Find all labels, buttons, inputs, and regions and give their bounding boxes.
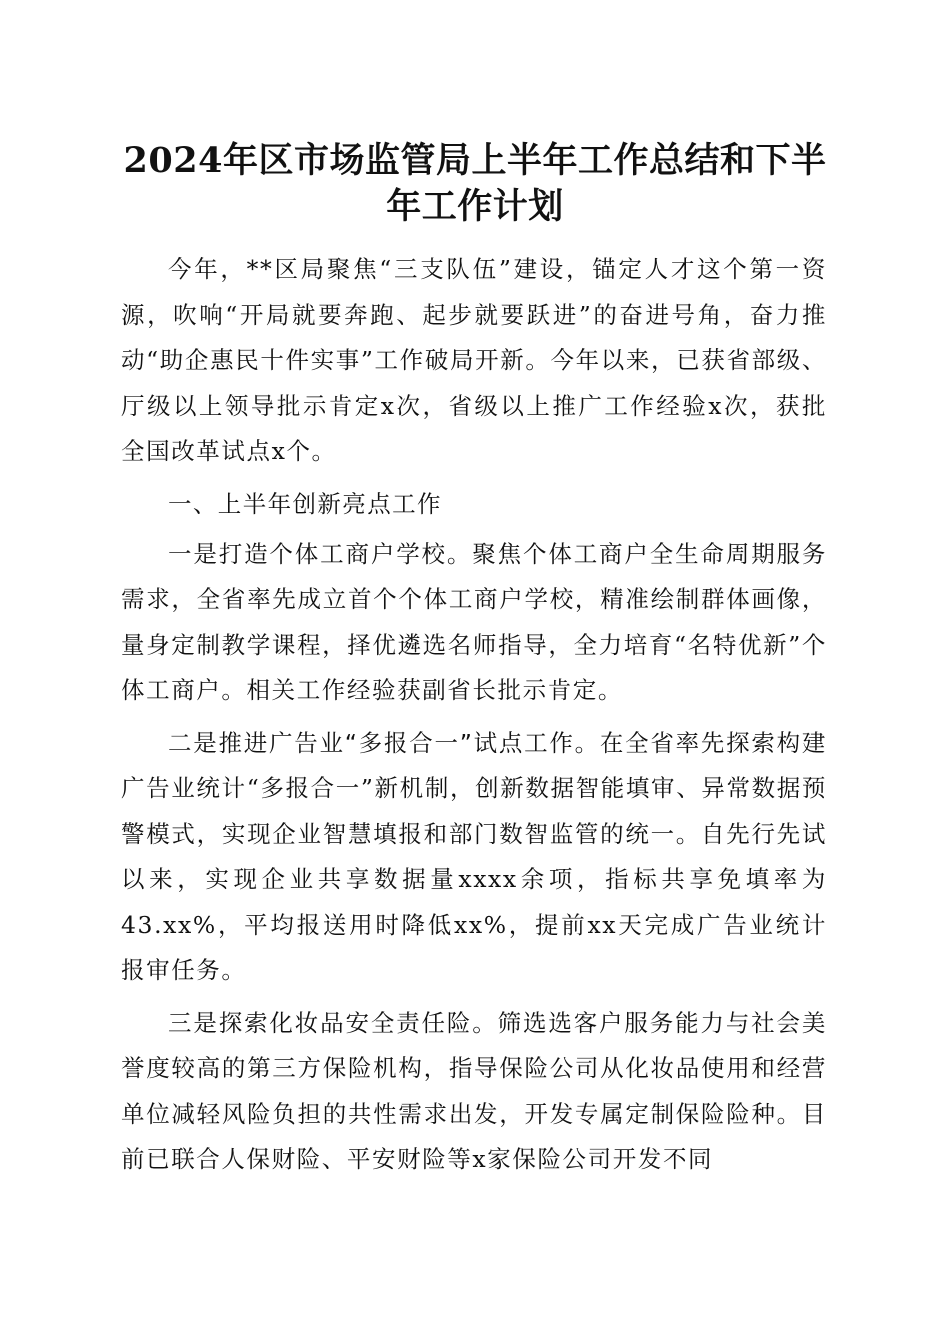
item-paragraph-2: [121, 721, 827, 994]
item-text: 筛选选客户服务能力与社会美誉度较高的第三方保险机构，指导保险公司从化妆品使用和经营单位减轻风险负担的共性需求出发，开发专属定制保险险种。目前已联合人保财险、平安财险等x家保险公司开发不同: [121, 1008, 827, 1173]
item-lead: 三是探索化妆品安全责任险。: [168, 1008, 498, 1037]
item-text: 聚焦个体工商户全生命周期服务需求，全省率先成立首个个体工商户学校，精准绘制群体画像，量身定制教学课程，择优遴选名师指导，全力培育“名特优新”个体工商户。相关工作经验获副省长批示肯定。: [121, 539, 828, 704]
item-lead: 二是推进广告业“多报合一”试点工作。: [168, 728, 600, 757]
document-body: [121, 247, 827, 1190]
item-paragraph-3: [121, 1001, 827, 1183]
item-paragraph-1: [121, 532, 827, 714]
section-heading: 一、上半年创新亮点工作: [168, 489, 442, 518]
document-title: 2024年区市场监管局上半年工作总结和下半年工作计划: [123, 140, 827, 227]
intro-paragraph: 今年，**区局聚焦“三支队伍”建设，锚定人才这个第一资源，吹响“开局就要奔跑、起步就要跃进”的奋进号角，奋力推动“助企惠民十件实事”工作破局开新。今年以来，已获省部级、厅级以上领导批示肯定x次，省级以上推广工作经验x次，获批全国改革试点x个。: [121, 255, 827, 465]
item-lead: 一是打造个体工商户学校。: [168, 539, 473, 568]
item-text: 在全省率先探索构建广告业统计“多报合一”新机制，创新数据智能填审、异常数据预警模式，实现企业智慧填报和部门数智监管的统一。自先行先试以来，实现企业共享数据量xxxx余项，指标共享免填率为43.xx%，平均报送用时降低xx%，提前xx天完成广告业统计报审任务。: [121, 728, 827, 984]
